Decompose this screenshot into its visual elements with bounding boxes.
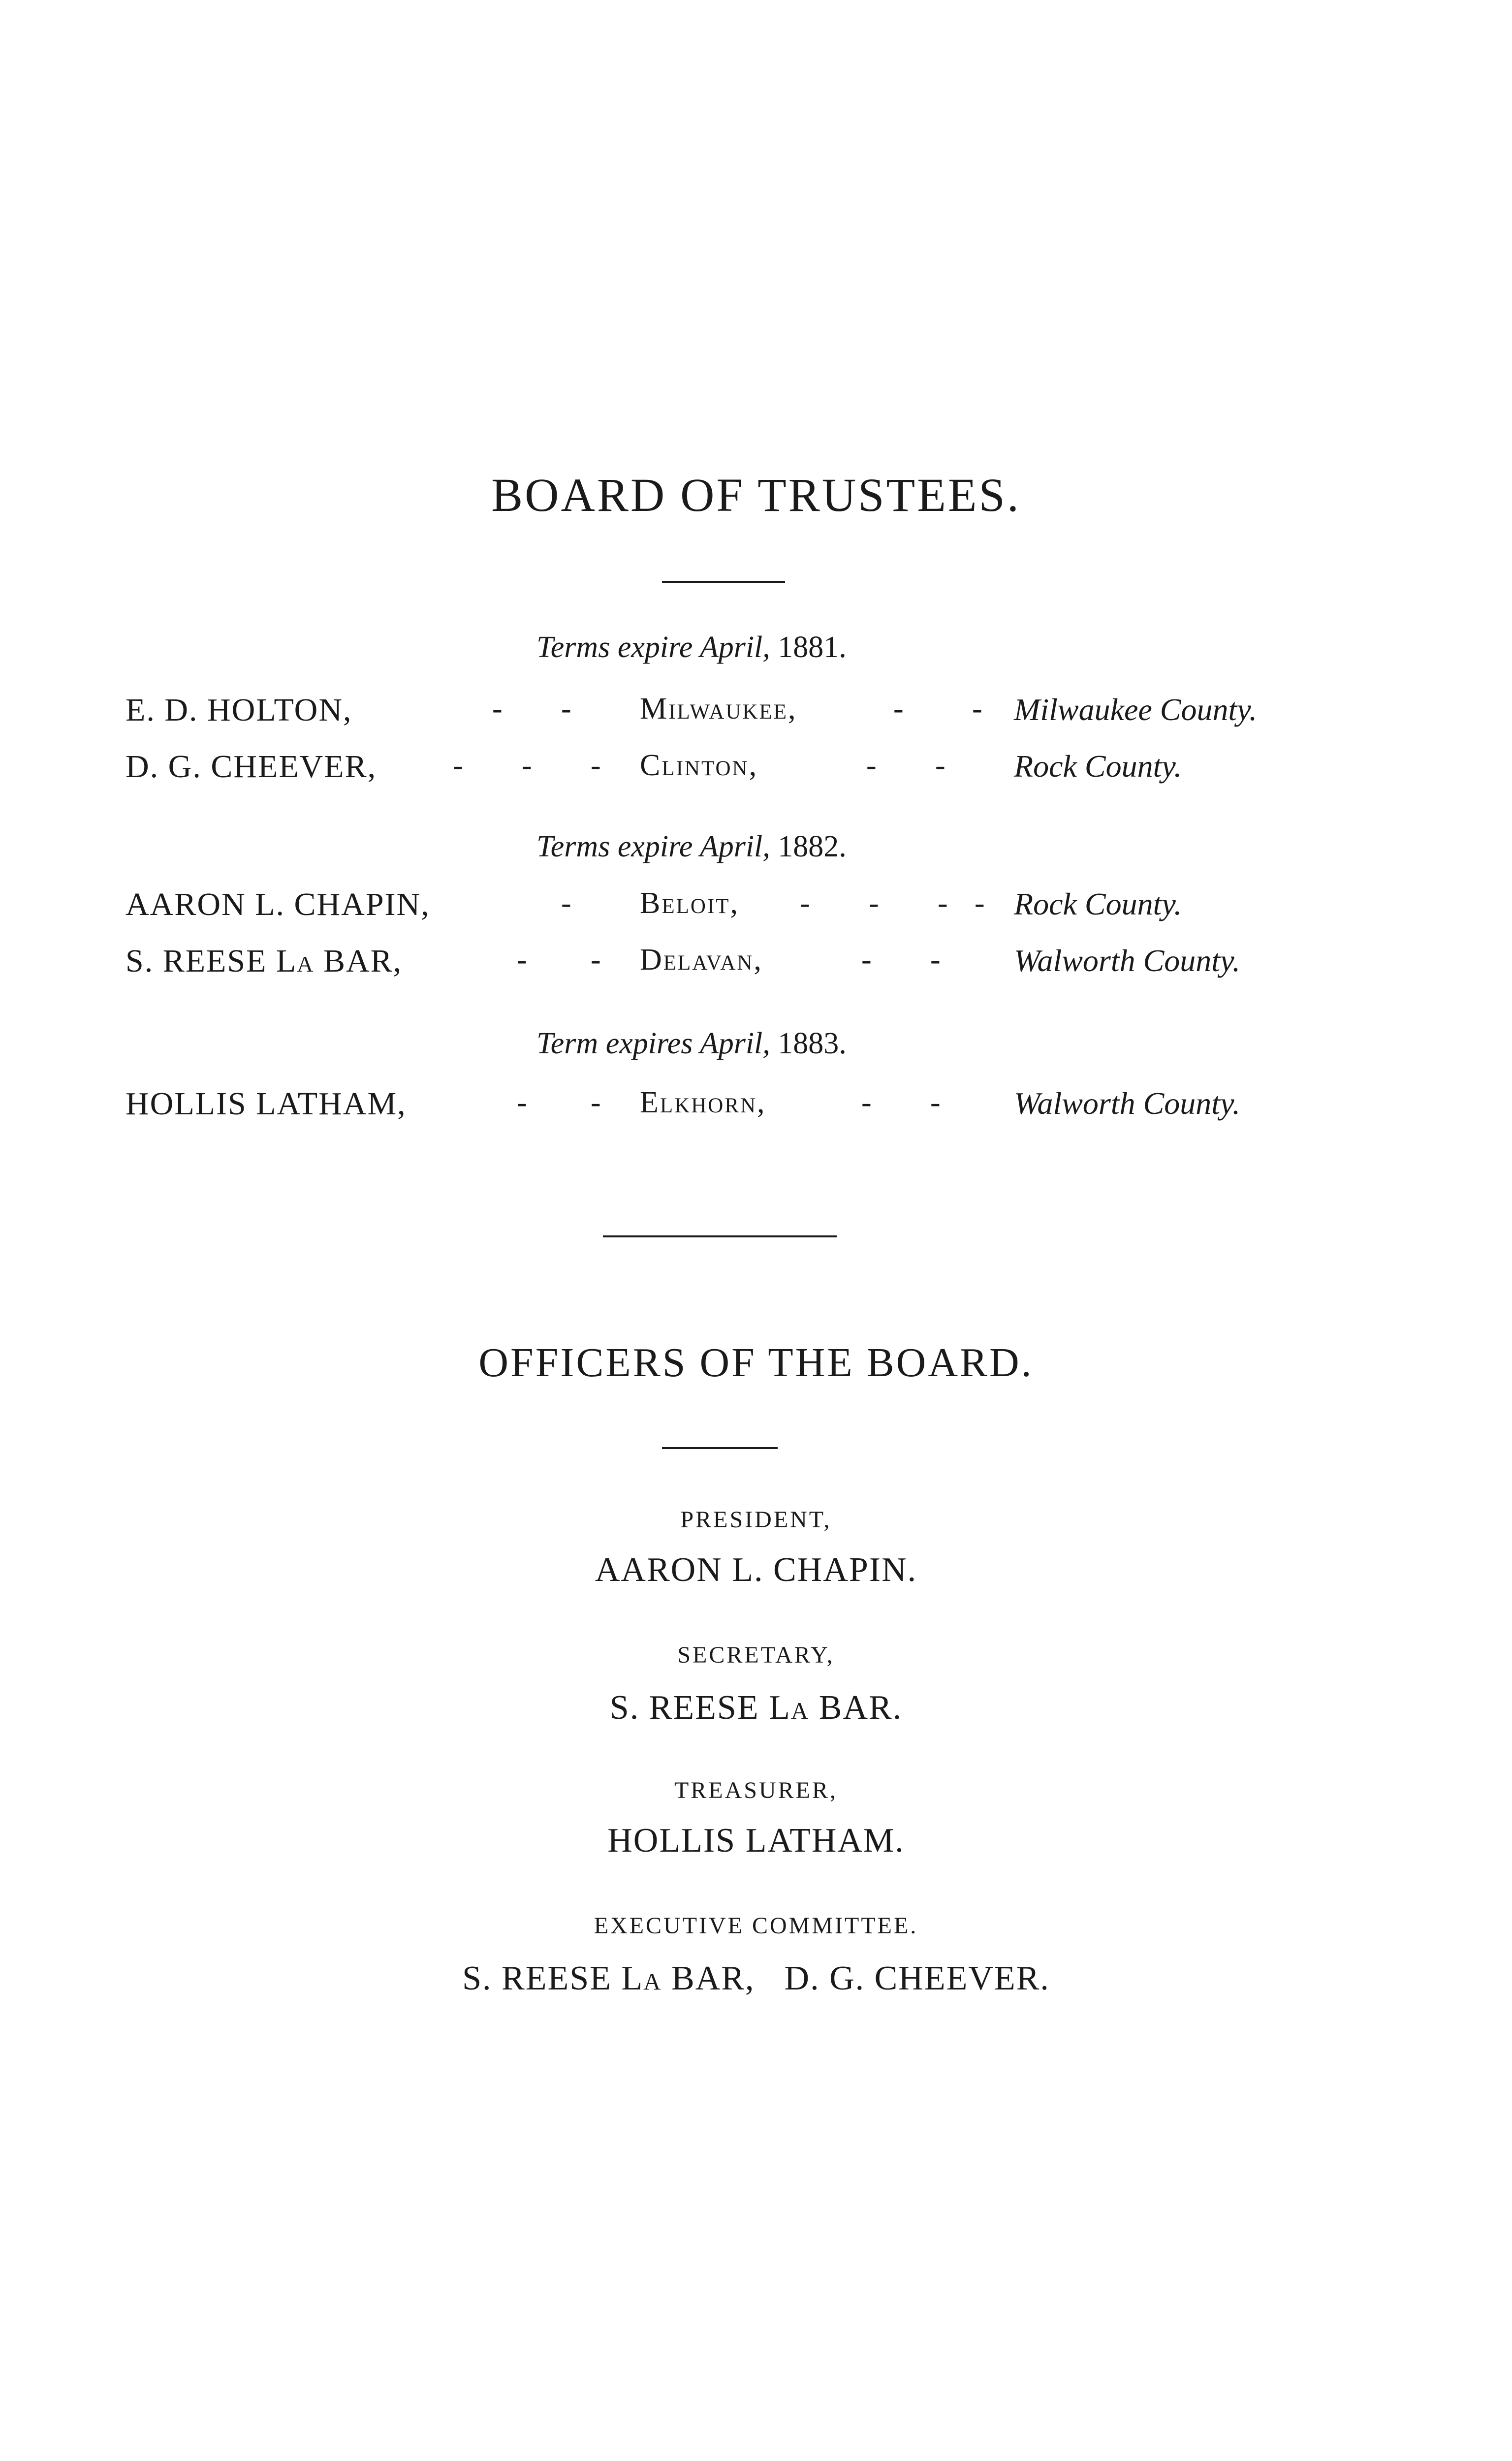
- term-heading-1882: Terms expire April, 1882.: [536, 830, 847, 863]
- treasurer-name: HOLLIS LATHAM.: [607, 1822, 905, 1860]
- trustee-town: Clinton,: [640, 749, 758, 782]
- leader-dash: -: [866, 749, 877, 782]
- trustee-town: Beloit,: [640, 886, 740, 920]
- leader-dash: -: [591, 943, 601, 977]
- leader-dash: -: [893, 692, 904, 726]
- board-title: BOARD OF TRUSTEES.: [491, 469, 1021, 521]
- leader-dash: -: [938, 886, 948, 920]
- leader-dash: -: [492, 692, 503, 726]
- leader-dash: -: [975, 886, 985, 920]
- trustee-town: Milwaukee,: [640, 692, 797, 726]
- leader-dash: -: [869, 886, 879, 920]
- leader-dash: -: [517, 943, 527, 977]
- trustee-town: Elkhorn,: [640, 1086, 766, 1119]
- leader-dash: -: [800, 886, 810, 920]
- trustee-county: Milwaukee County.: [1014, 692, 1258, 727]
- trustee-name: HOLLIS LATHAM,: [126, 1086, 407, 1122]
- trustee-county: Walworth County.: [1014, 943, 1240, 978]
- leader-dash: -: [930, 1086, 941, 1119]
- president-label: PRESIDENT,: [680, 1507, 832, 1533]
- leader-dash: -: [935, 749, 945, 782]
- term-heading-1883: Term expires April, 1883.: [536, 1027, 847, 1060]
- leader-dash: -: [930, 943, 941, 977]
- trustee-town: Delavan,: [640, 943, 763, 977]
- secretary-label: SECRETARY,: [677, 1642, 835, 1668]
- trustee-county: Rock County.: [1014, 886, 1182, 921]
- trustee-name: E. D. HOLTON,: [126, 692, 352, 728]
- leader-dash: -: [861, 943, 872, 977]
- leader-dash: -: [591, 749, 601, 782]
- title-rule: [662, 581, 785, 583]
- leader-dash: -: [972, 692, 982, 726]
- section-rule: [603, 1235, 837, 1237]
- leader-dash: -: [561, 692, 571, 726]
- executive-committee-label: EXECUTIVE COMMITTEE.: [594, 1913, 918, 1939]
- leader-dash: -: [861, 1086, 872, 1119]
- leader-dash: -: [453, 749, 463, 782]
- leader-dash: -: [517, 1086, 527, 1119]
- officers-title: OFFICERS OF THE BOARD.: [478, 1340, 1034, 1386]
- leader-dash: -: [591, 1086, 601, 1119]
- leader-dash: -: [561, 886, 571, 920]
- trustee-county: Rock County.: [1014, 749, 1182, 784]
- trustee-name: S. REESE La BAR,: [126, 943, 403, 979]
- president-name: AARON L. CHAPIN.: [595, 1551, 917, 1589]
- trustee-county: Walworth County.: [1014, 1086, 1240, 1121]
- trustee-name: AARON L. CHAPIN,: [126, 886, 430, 922]
- executive-committee-names: S. REESE La BAR, D. G. CHEEVER.: [462, 1959, 1050, 1997]
- secretary-name: S. REESE La BAR.: [609, 1689, 903, 1727]
- trustee-name: D. G. CHEEVER,: [126, 749, 377, 785]
- term-heading-1881: Terms expire April, 1881.: [536, 631, 847, 664]
- leader-dash: -: [522, 749, 532, 782]
- title-rule: [662, 1447, 778, 1449]
- treasurer-label: TREASURER,: [674, 1777, 838, 1803]
